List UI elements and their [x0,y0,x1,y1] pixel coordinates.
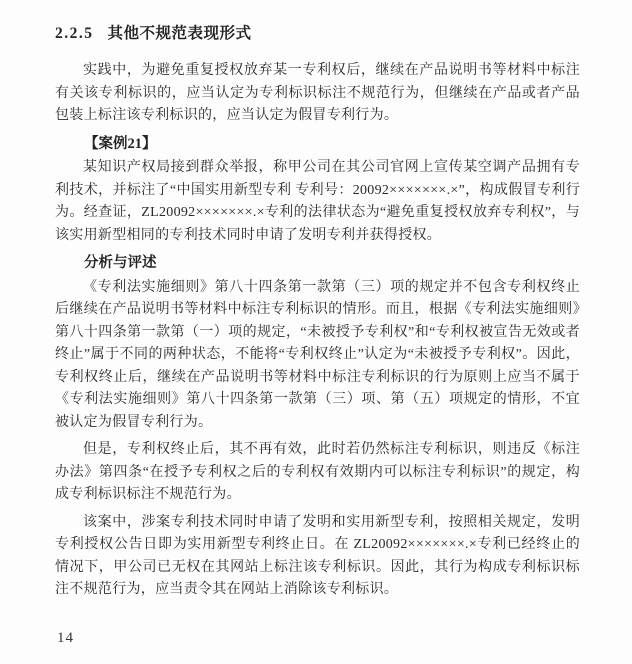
analysis-paragraph-3: 该案中，涉案专利技术同时申请了发明和实用新型专利，按照相关规定，发明专利授权公告日即为实用新型专利终止日。在 ZL20092×××××××.×专利已经终止的情况下，甲公司已无权在其网站上标注该专利标识。因此，其行为构成专利标识标注不规范行为，应当责令其在网站上消除该专利标识。 [55,514,580,597]
analysis-paragraph-2: 但是，专利权终止后，其不再有效，此时若仍然标注专利标识，则违反《标注办法》第四条“在授予专利权之后的专利权有效期内可以标注专利标识”的规定，构成专利标识标注不规范行为。 [55,442,580,502]
page-number: 14 [57,630,74,646]
section-title: 其他不规范表现形式 [107,25,252,42]
case-heading: 【案例21】 [84,135,157,152]
analysis-paragraph-1: 《专利法实施细则》第八十四条第一款第（三）项的规定并不包含专利权终止后继续在产品说明书等材料中标注专利标识的情形。而且，根据《专利法实施细则》第八十四条第一款第（一）项的规定，“未被授予专利权”和“专利权被宣告无效或者终止”属于不同的两种状态，不能将“专利权终止”认定为“未被授予专利权”。因此，专利权终止后，继续在产品说明书等材料中标注专利标识的行为原则上应当不属于《专利法实施细则》第八十四条第一款第（三）项、第（五）项规定的情形，不宜被认定为假冒专利行为。 [55,279,580,430]
section-heading [55,21,580,43]
section-number: 2.2.5 [55,25,94,42]
case-paragraph: 某知识产权局接到群众举报，称甲公司在其公司官网上宣传某空调产品拥有专利技术，并标注了“中国实用新型专利 专利号：20092×××××××.×”，构成假冒专利行为。经查证，ZL20092×××××××.×专利的法律状态为“避免重复授权放弃专利权”，与该实用新型相同的专利技术同时申请了发明专利并获得授权。 [55,160,580,243]
intro-paragraph: 实践中，为避免重复授权放弃某一专利权后，继续在产品说明书等材料中标注有关该专利标识的，应当认定为专利标识标注不规范行为，但继续在产品或者产品包装上标注该专利标识的，应当认定为假冒专利行为。 [55,63,580,123]
analysis-heading: 分析与评述 [84,255,157,271]
